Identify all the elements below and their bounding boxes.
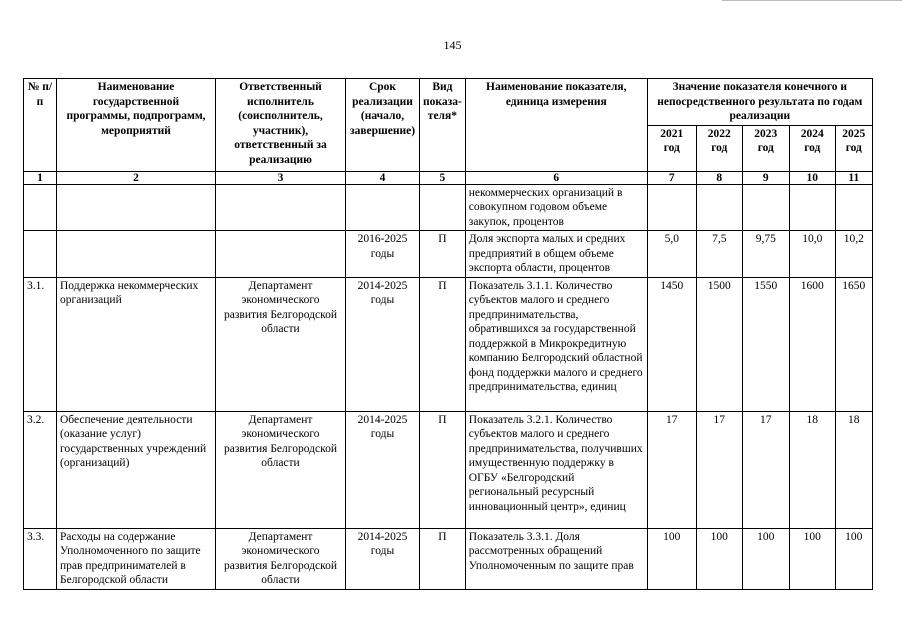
header-executor: Ответственный исполнитель (соисполнитель, участник), ответственный за реализацию — [216, 79, 346, 172]
row-name: Расходы на содержание Уполномоченного по защите прав предпринимателей в Белгородской области — [57, 528, 216, 589]
row-value: 17 — [742, 411, 789, 528]
row-number — [24, 231, 57, 278]
row-term: 2014-2025 годы — [346, 411, 420, 528]
row-term — [346, 184, 420, 231]
header-term: Срок реализации (начало, завершение) — [346, 79, 420, 172]
header-name: Наименование государственной программы, подпрограмм, мероприятий — [57, 79, 216, 172]
row-value: 18 — [835, 411, 872, 528]
row-value: 100 — [789, 528, 835, 589]
row-name — [57, 184, 216, 231]
row-type — [420, 184, 466, 231]
row-name: Поддержка некоммерческих организаций — [57, 277, 216, 411]
column-number: 8 — [696, 171, 742, 184]
row-type: П — [420, 528, 466, 589]
row-value: 100 — [647, 528, 696, 589]
row-value: 1450 — [647, 277, 696, 411]
column-number: 7 — [647, 171, 696, 184]
row-value: 5,0 — [647, 231, 696, 278]
column-number: 4 — [346, 171, 420, 184]
row-value — [835, 184, 872, 231]
table-row — [24, 528, 873, 589]
row-value — [647, 184, 696, 231]
corner-rule — [722, 0, 902, 2]
header-type: Вид показа-теля* — [420, 79, 466, 172]
row-indicator: Показатель 3.3.1. Доля рассмотренных обращений Уполномоченным по защите прав — [465, 528, 647, 589]
row-indicator: Доля экспорта малых и средних предприятий в общем объеме экспорта области, процентов — [465, 231, 647, 278]
row-value: 18 — [789, 411, 835, 528]
column-number: 1 — [24, 171, 57, 184]
row-value: 10,0 — [789, 231, 835, 278]
row-value — [742, 184, 789, 231]
column-number: 10 — [789, 171, 835, 184]
row-number — [24, 184, 57, 231]
row-indicator: Показатель 3.2.1. Количество субъектов малого и среднего предпринимательства, получивших имущественную поддержку в ОГБУ «Белгородский региональный ресурсный инновационный центр», единиц — [465, 411, 647, 528]
header-no: № п/п — [24, 79, 57, 172]
table-row — [24, 411, 873, 528]
row-executor — [216, 231, 346, 278]
row-value: 1600 — [789, 277, 835, 411]
row-term: 2016-2025 годы — [346, 231, 420, 278]
row-value — [696, 184, 742, 231]
row-value: 100 — [696, 528, 742, 589]
column-number-row — [24, 171, 873, 184]
row-executor — [216, 184, 346, 231]
row-value: 1550 — [742, 277, 789, 411]
row-value: 1500 — [696, 277, 742, 411]
row-indicator: Показатель 3.1.1. Количество субъектов малого и среднего предпринимательства, обратившихся за государственной поддержкой в Микрокредитную компанию Белгородский областной фонд поддержки малого и среднего предпринимательства, единиц — [465, 277, 647, 411]
program-indicators-table — [23, 78, 873, 590]
row-term: 2014-2025 годы — [346, 528, 420, 589]
table-row — [24, 231, 873, 278]
row-value: 1650 — [835, 277, 872, 411]
row-value — [789, 184, 835, 231]
row-value: 17 — [647, 411, 696, 528]
page-number: 145 — [443, 38, 462, 52]
row-executor: Департамент экономического развития Белгородской области — [216, 411, 346, 528]
header-year: 2023 год — [742, 125, 789, 171]
row-executor: Департамент экономического развития Белгородской области — [216, 528, 346, 589]
row-type: П — [420, 411, 466, 528]
column-number: 6 — [465, 171, 647, 184]
row-term: 2014-2025 годы — [346, 277, 420, 411]
header-year: 2024 год — [789, 125, 835, 171]
row-value: 10,2 — [835, 231, 872, 278]
table-row — [24, 184, 873, 231]
table-row — [24, 277, 873, 411]
header-values-group: Значение показателя конечного и непосредственного результата по годам реализации — [647, 79, 872, 126]
row-type: П — [420, 277, 466, 411]
column-number: 3 — [216, 171, 346, 184]
column-number: 5 — [420, 171, 466, 184]
row-value: 17 — [696, 411, 742, 528]
row-executor: Департамент экономического развития Белгородской области — [216, 277, 346, 411]
header-year: 2022 год — [696, 125, 742, 171]
row-value: 9,75 — [742, 231, 789, 278]
header-year: 2021 год — [647, 125, 696, 171]
row-number: 3.3. — [24, 528, 57, 589]
column-number: 2 — [57, 171, 216, 184]
column-number: 11 — [835, 171, 872, 184]
header-indicator: Наименование показателя, единица измерения — [465, 79, 647, 172]
row-value: 100 — [742, 528, 789, 589]
row-name: Обеспечение деятельности (оказание услуг) государственных учреждений (организаций) — [57, 411, 216, 528]
row-name — [57, 231, 216, 278]
row-type: П — [420, 231, 466, 278]
header-year: 2025 год — [835, 125, 872, 171]
row-value: 7,5 — [696, 231, 742, 278]
row-value: 100 — [835, 528, 872, 589]
row-indicator: некоммерческих организаций в совокупном годовом объеме закупок, процентов — [465, 184, 647, 231]
row-number: 3.1. — [24, 277, 57, 411]
column-number: 9 — [742, 171, 789, 184]
row-number: 3.2. — [24, 411, 57, 528]
